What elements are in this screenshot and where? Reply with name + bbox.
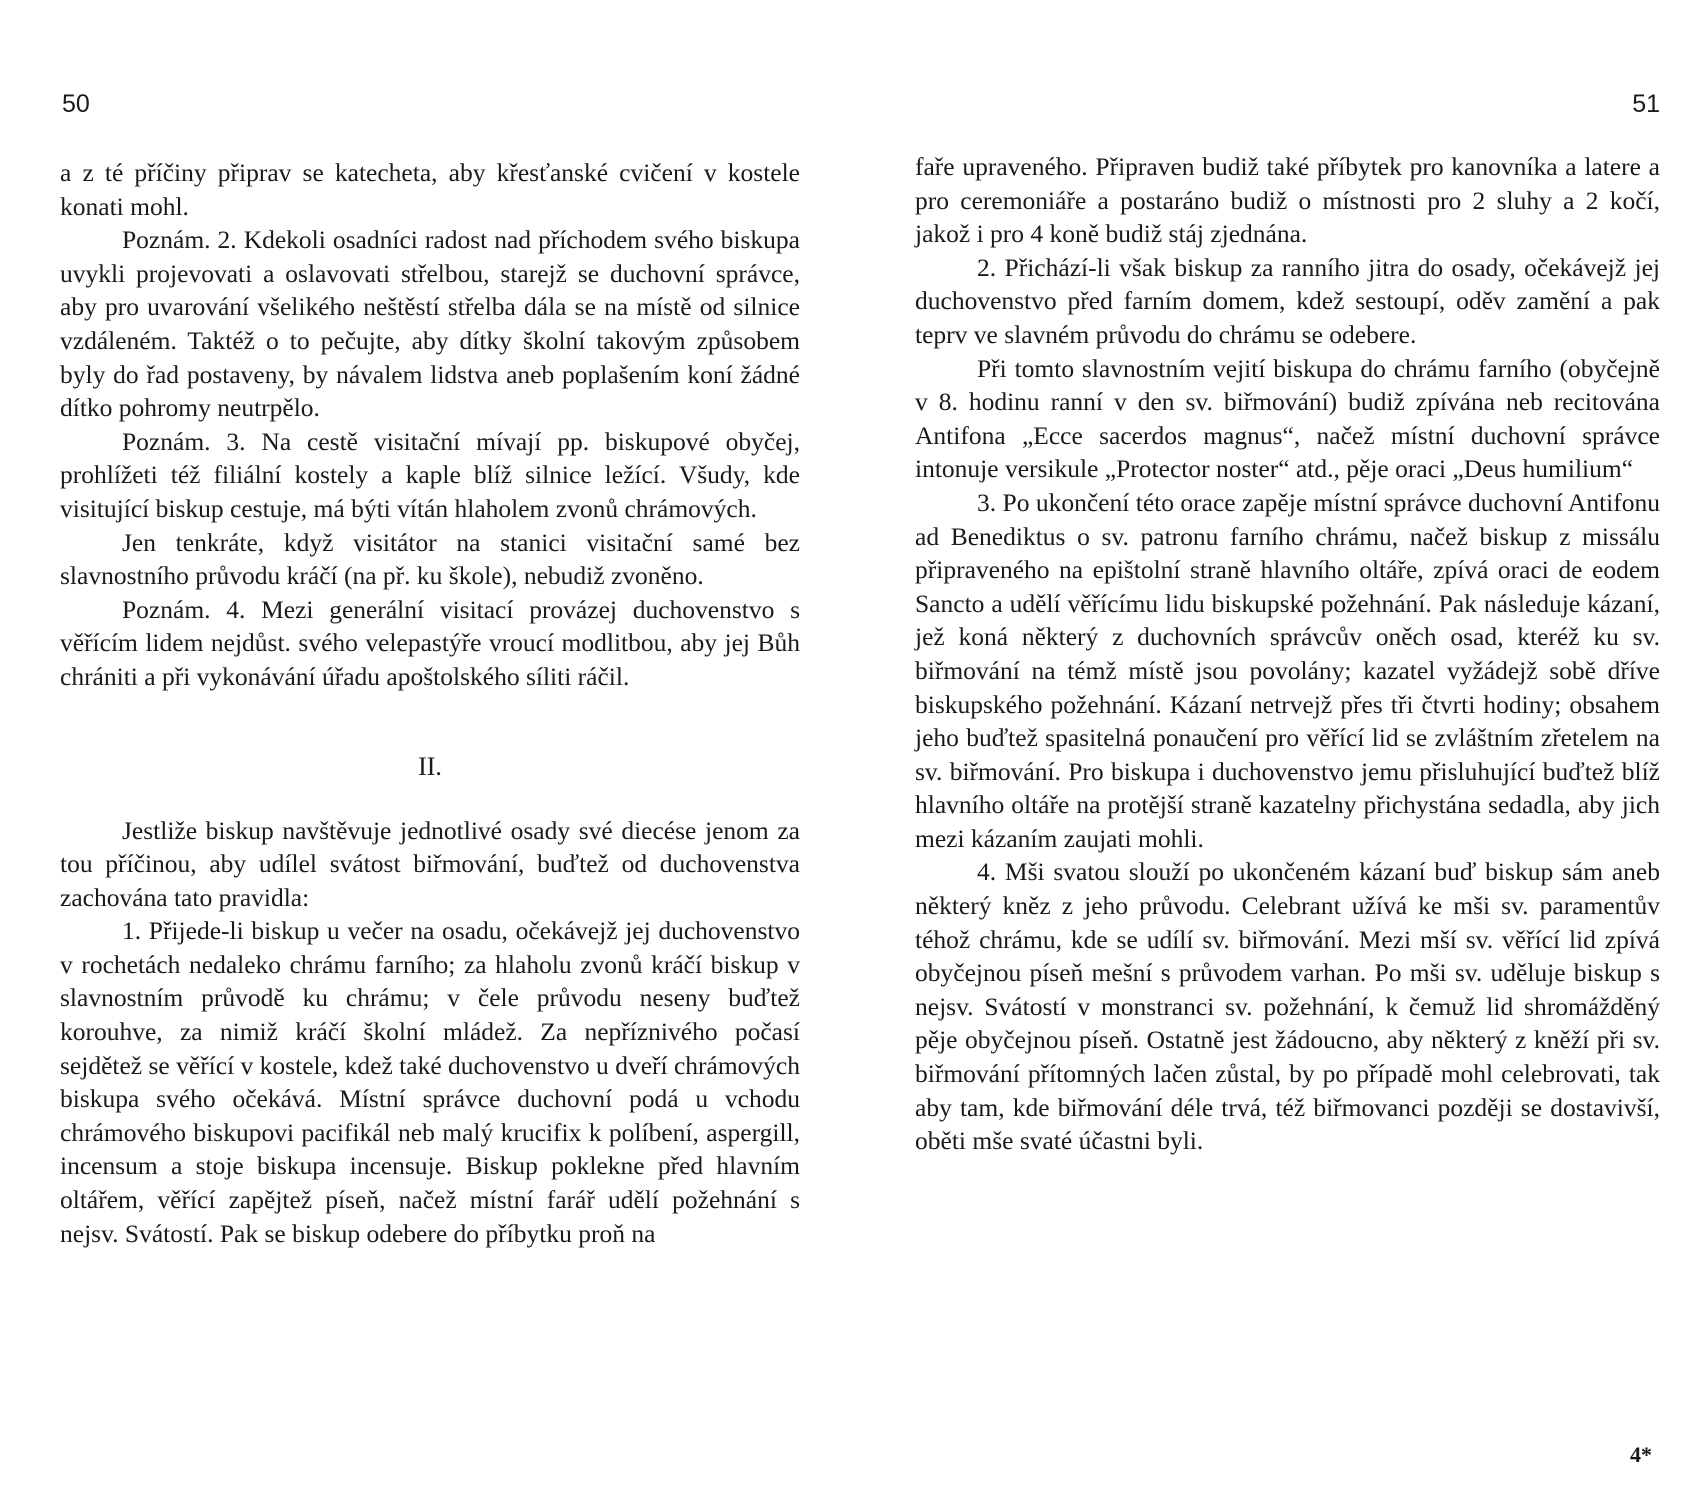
right-page [915,0,1660,1500]
right-text-block [915,150,1660,1158]
page-number: 51 [1632,90,1660,118]
paragraph: faře upraveného. Připraven budiž také příbytek pro kanovníka a latere a pro ceremoniáře a postaráno budiž o místnosti pro 2 sluhy a 2 kočí, jakož i pro 4 koně budiž stáj zjednána. [915,152,1660,249]
paragraph: 1. Přijede-li biskup u večer na osadu, očekávejž jej duchovenstvo v rochetách nedaleko chrámu farního; za hlaholu zvonů kráčí biskup v slavnostním průvodě ku chrámu; v čele průvodu neseny buďtež korouhve, za nimiž kráčí školní mládež. Za nepříznivého počasí sejdětež se věřící v kostele, kdež také duchovenstvo u dveří chrámových biskupa svého očekává. Místní správce duchovní podá u vchodu chrámového biskupovi pacifikál neb malý krucifix k políbení, aspergill, incensum a stoje biskupa incensuje. Biskup poklekne před hlavním oltářem, věřící zapějtež píseň, načež místní farář udělí požehnání s nejsv. Svátostí. Pak se biskup odebere do příbytku proň na [60,916,800,1248]
paragraph: Poznám. 2. Kdekoli osadníci radost nad příchodem svého biskupa uvykli projevovati a oslavovati střelbou, starejž se duchovní správce, aby pro uvarování všelikého neštěstí střelba dála se na místě od silnice vzdáleném. Taktéž o to pečujte, aby dítky školní takovým způsobem byly do řad postaveny, by návalem lidstva aneb poplašením koní žádné dítko pohromy neutrpělo. [60,225,800,423]
left-page [60,0,800,1500]
paragraph: 4. Mši svatou slouží po ukončeném kázaní buď biskup sám aneb některý kněz z jeho průvodu. Celebrant užívá ke mši sv. paramentův téhož chrámu, kde se udílí sv. biřmování. Mezi mší sv. věřící lid zpívá obyčejnou píseň mešní s průvodem varhan. Po mši sv. uděluje biskup s nejsv. Svátostí v monstranci sv. požehnání, k čemuž lid shromážděný pěje obyčejnou píseň. Ostatně jest žádoucno, aby některý z kněží při sv. biřmování přítomných lačen zůstal, by po případě mohl celebrovati, tak aby tam, kde biřmování déle trvá, též biřmovanci později se dostavivší, oběti mše svaté účastni byli. [915,857,1660,1156]
left-text-block [60,156,800,1250]
paragraph: Jen tenkráte, když visitátor na stanici visitační samé bez slavnostního průvodu kráčí (na př. ku škole), nebudiž zvoněno. [60,527,800,591]
paragraph: a z té příčiny připrav se katecheta, aby křesťanské cvičení v kostele konati mohl. [60,158,800,221]
page-number: 50 [62,90,90,118]
paragraph: 2. Přichází-li však biskup za ranního jitra do osady, očekávejž jej duchovenstvo před farním domem, kdež sestoupí, oděv zamění a pak teprv ve slavném průvodu do chrámu se odebere. [915,252,1660,349]
signature-mark: 4* [1630,1442,1652,1467]
paragraph: Poznám. 3. Na cestě visitační mívají pp. biskupové obyčej, prohlížeti též filiální kostely a kaple blíž silnice ležící. Všudy, kde visitující biskup cestuje, má býti vítán hlaholem zvonů chrámových. [60,426,800,523]
paragraph: Poznám. 4. Mezi generální visitací provázej duchovenstvo s věřícím lidem nejdůst. svého velepastýře vroucí modlitbou, aby jej Bůh chrániti a při vykonávání úřadu apoštolského síliti ráčil. [60,594,800,691]
paragraph: Při tomto slavnostním vejití biskupa do chrámu farního (obyčejně v 8. hodinu ranní v den sv. biřmování) budiž zpívána neb recitována Antifona „Ecce sacerdos magnus“, načež místní duchovní správce intonuje versikule „Protector noster“ atd., pěje oraci „Deus humilium“ [915,353,1660,484]
section-heading: II. [418,751,442,781]
paragraph: Jestliže biskup navštěvuje jednotlivé osady své diecése jenom za tou příčinou, aby udílel svátost biřmování, buďtež od duchovenstva zachována tato pravidla: [60,815,800,912]
paragraph: 3. Po ukončení této orace zapěje místní správce duchovní Antifonu ad Benediktus o sv. patronu farního chrámu, načež biskup z missálu připraveného na epištolní straně hlavního oltáře, zpívá oraci de eodem Sancto a udělí věřícímu lidu biskupské požehnání. Pak následuje kázaní, jež koná některý z duchovních správcův oněch osad, kteréž ku sv. biřmování na témž místě jsou povolány; kazatel vyžádejž sobě dříve biskupského požehnání. Kázaní netrvejž přes tři čtvrti hodiny; obsahem jeho buďtež spasitelná ponaučení pro věřící lid se zvláštním zřetelem na sv. biřmování. Pro biskupa i duchovenstvo jemu přisluhující buďtež blíž hlavního oltáře na protější straně kazatelny přichystána sedadla, aby jich mezi kázaním zaujati mohli. [915,487,1660,853]
